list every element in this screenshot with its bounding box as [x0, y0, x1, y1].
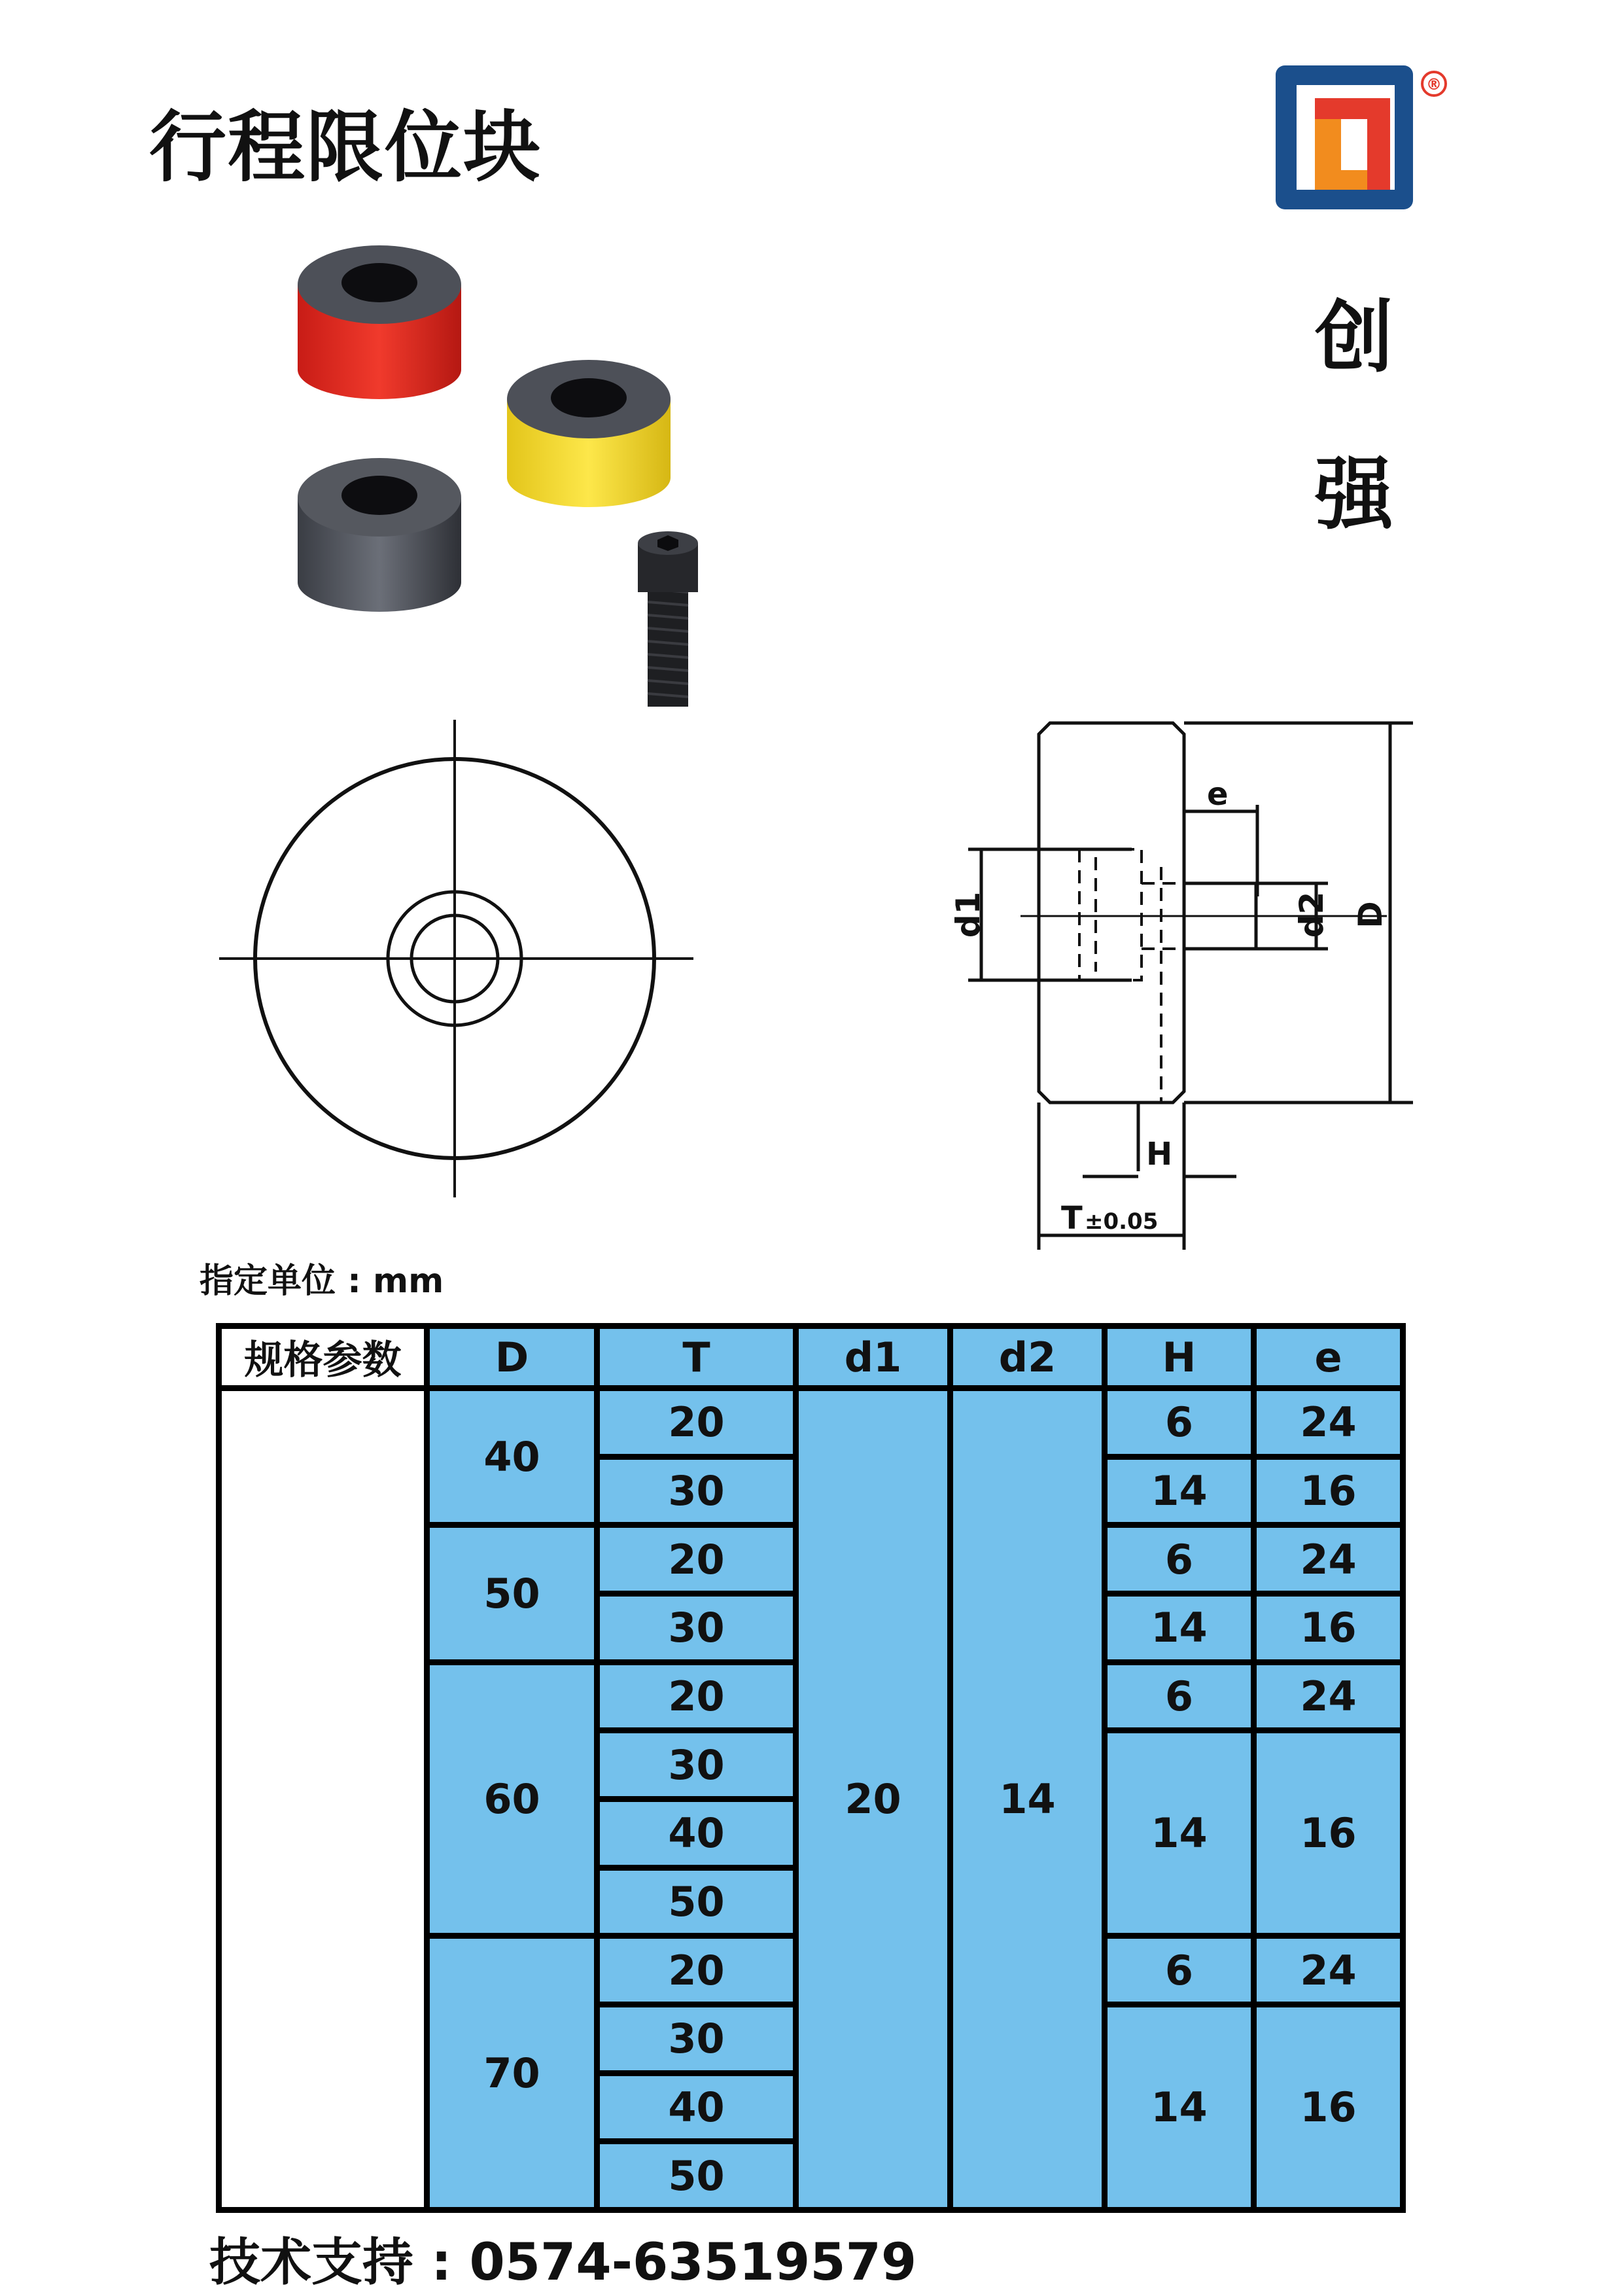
cell-e: 24 [1254, 1936, 1403, 2005]
cell-T: 50 [597, 2142, 796, 2210]
cell-D: 50 [427, 1525, 597, 1662]
registered-mark: ® [1426, 75, 1442, 94]
cell-T: 30 [597, 1457, 796, 1525]
label-tolerance: ±0.05 [1085, 1209, 1159, 1235]
label-d2: d2 [1293, 891, 1331, 938]
side-view-drawing [916, 707, 1439, 1269]
cell-T: 30 [597, 1593, 796, 1662]
cell-T: 20 [597, 1525, 796, 1594]
header-D: D [427, 1326, 597, 1388]
yellow-stopper [507, 360, 671, 507]
label-D: D [1352, 901, 1389, 928]
black-stopper [298, 458, 461, 612]
brand-char-1: 创 [1315, 292, 1393, 383]
cell-H: 14 [1105, 2004, 1254, 2210]
cell-T: 20 [597, 1936, 796, 2005]
cell-e: 16 [1254, 1731, 1403, 1936]
cell-H: 14 [1105, 1731, 1254, 1936]
support-contact: 技术支持 : 0574-63519579 [209, 2233, 917, 2292]
label-e: e [1207, 776, 1229, 813]
socket-head-bolt [638, 531, 698, 707]
cell-T: 30 [597, 2004, 796, 2073]
label-d1: d1 [949, 891, 987, 938]
cell-e: 16 [1254, 1593, 1403, 1662]
cell-T: 40 [597, 2073, 796, 2142]
label-H: H [1146, 1136, 1173, 1173]
spec-table [216, 1323, 1406, 2213]
cell-H: 6 [1105, 1662, 1254, 1731]
spec-blank-cell [219, 1388, 427, 2210]
header-d2: d2 [951, 1326, 1105, 1388]
brand-char-2: 强 [1315, 450, 1393, 540]
cell-e: 16 [1254, 1457, 1403, 1525]
page-title: 行程限位块 [149, 102, 542, 192]
cell-e: 24 [1254, 1388, 1403, 1457]
table-row [219, 1388, 1403, 1457]
cell-d1: 20 [796, 1388, 951, 2210]
cell-H: 6 [1105, 1936, 1254, 2005]
cell-H: 14 [1105, 1457, 1254, 1525]
product-photo [275, 236, 785, 720]
cell-d2: 14 [951, 1388, 1105, 2210]
cell-H: 14 [1105, 1593, 1254, 1662]
label-T: T [1061, 1200, 1083, 1237]
cell-e: 16 [1254, 2004, 1403, 2210]
unit-note: 指定单位 : mm [200, 1262, 444, 1301]
cell-T: 20 [597, 1388, 796, 1457]
cell-T: 20 [597, 1662, 796, 1731]
header-spec: 规格参数 [219, 1326, 427, 1388]
front-view-drawing [209, 713, 707, 1210]
header-H: H [1105, 1326, 1254, 1388]
cell-D: 40 [427, 1388, 597, 1525]
cell-T: 30 [597, 1731, 796, 1799]
red-stopper [298, 245, 461, 399]
cell-D: 70 [427, 1936, 597, 2210]
brand-logo [1269, 59, 1492, 229]
cell-H: 6 [1105, 1525, 1254, 1594]
table-header-row [219, 1326, 1403, 1388]
header-e: e [1254, 1326, 1403, 1388]
cell-e: 24 [1254, 1525, 1403, 1594]
cell-D: 60 [427, 1662, 597, 1936]
cell-e: 24 [1254, 1662, 1403, 1731]
cell-T: 40 [597, 1799, 796, 1867]
header-T: T [597, 1326, 796, 1388]
header-d1: d1 [796, 1326, 951, 1388]
cell-T: 50 [597, 1867, 796, 1936]
cell-H: 6 [1105, 1388, 1254, 1457]
